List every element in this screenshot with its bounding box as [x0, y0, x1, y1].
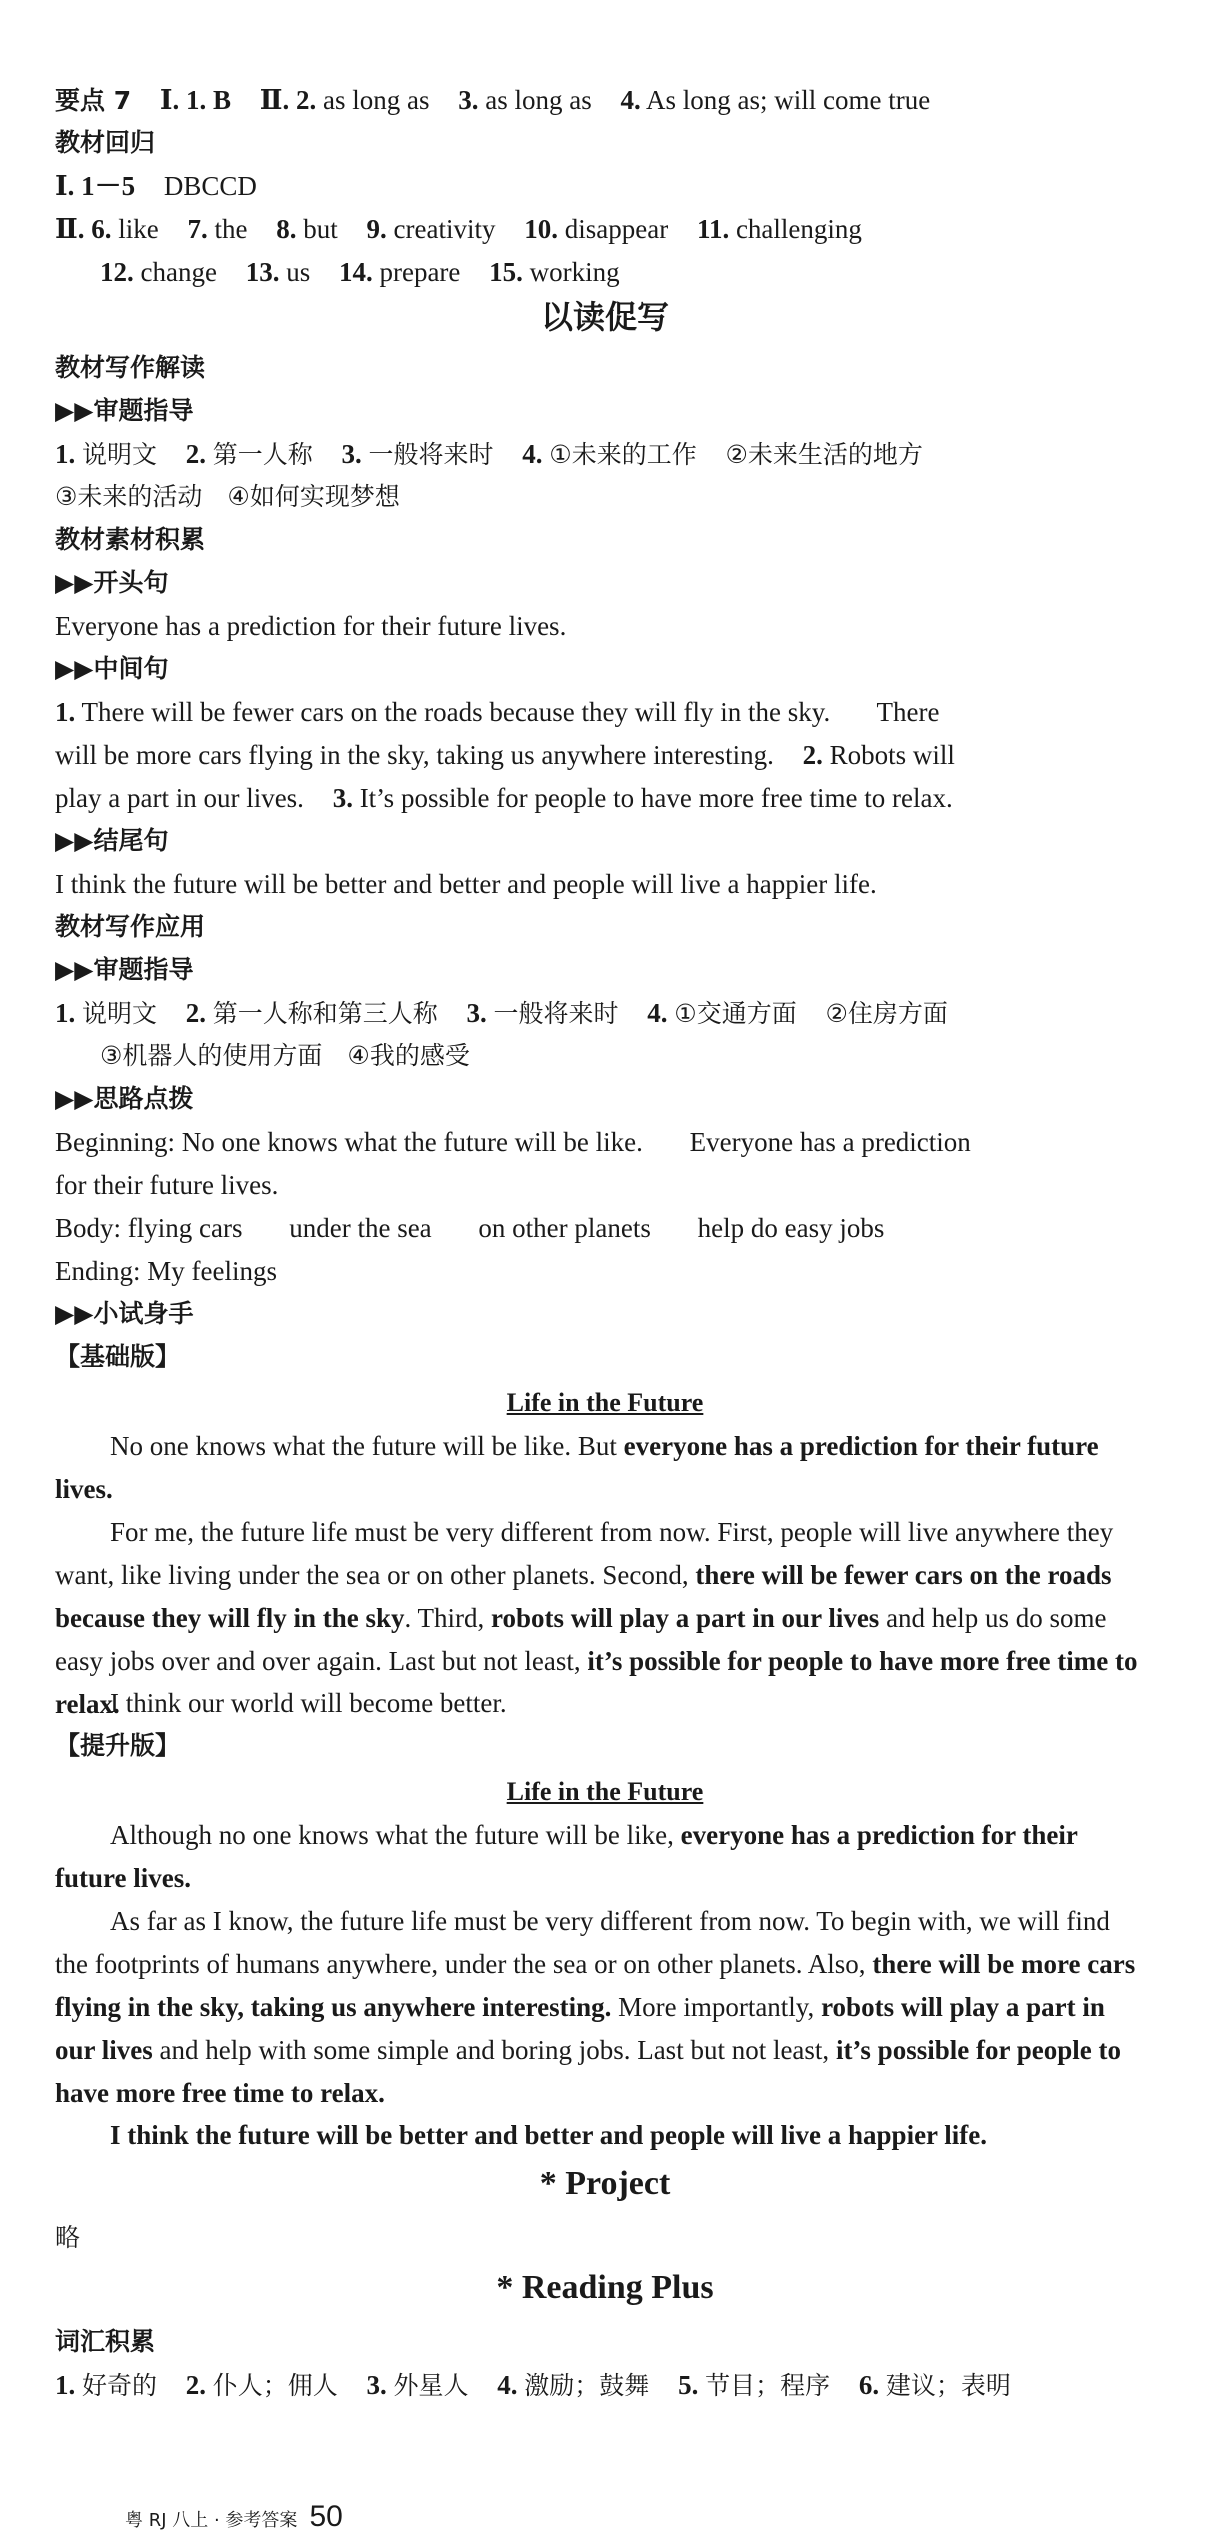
answer-num: 2. [185, 2370, 207, 2400]
guide-item: ②未来生活的地方 [725, 440, 923, 469]
essay-highlight: everyone has a prediction for their future lives. [55, 1431, 1099, 1504]
subheading: ▶▶中间句 [55, 654, 169, 683]
essay-highlight: robots will play a part in our lives [55, 1992, 1105, 2065]
answer-item: As long as; will come true [646, 85, 931, 115]
outline-line [55, 1122, 1145, 1162]
opening-sentence: Everyone has a prediction for their future lives. [55, 611, 567, 641]
answer-num: 12. [100, 257, 134, 287]
essay-highlight: it’s possible for people to have more free time to relax. [55, 2035, 1121, 2108]
guide-item: 一般将来时 [493, 999, 619, 1028]
answer-num: 2. [802, 740, 823, 770]
outline-text: on other planets [478, 1213, 651, 1243]
answer-num: 3. [341, 439, 362, 469]
answer-num: 1. [55, 439, 76, 469]
guide-item: 第一人称 [212, 440, 313, 469]
answer-num: Ⅱ. 2. [259, 85, 317, 115]
answer-line-1 [55, 80, 1145, 121]
guide-line: ③机器人的使用方面 ④我的感受 [100, 1041, 470, 1070]
vocab-item: 节目；程序 [705, 2371, 831, 2400]
outline-key: Ending: [55, 1256, 141, 1286]
answer-num: 10. [524, 214, 558, 244]
footer-label: 粤 RJ 八上 · 参考答案 [125, 2510, 298, 2531]
essay-title-text: Life in the Future [506, 1388, 704, 1417]
essay-paragraph: I think the future will be better and better and people will live a happier life. [110, 2120, 988, 2150]
outline-text: Everyone has a prediction [689, 1127, 971, 1157]
answer-line-5 [100, 252, 1190, 292]
middle-sentence-line [55, 692, 1145, 732]
answer-num: 1. [55, 697, 76, 727]
essay-highlight: everyone has a prediction for their future lives. [55, 1820, 1078, 1893]
answer-num: Ⅰ. 1－5 [55, 171, 136, 201]
outline-text: help do easy jobs [697, 1213, 885, 1243]
answer-item: as long as [485, 85, 592, 115]
sentence: play a part in our lives. [55, 783, 304, 813]
sentence: Robots will [829, 740, 955, 770]
answer-num: 8. [276, 214, 297, 244]
guide-item: 说明文 [82, 999, 158, 1028]
answer-item: creativity [393, 214, 496, 244]
essay-title [0, 1771, 1210, 1812]
answer-num: 4. [620, 85, 641, 115]
review-heading: 教材回归 [55, 128, 156, 157]
guide-item: 说明文 [82, 440, 158, 469]
answer-num: 1. [55, 2370, 76, 2400]
essay-title [0, 1382, 1210, 1423]
outline-line [55, 1251, 1145, 1291]
answer-num: 4. [647, 998, 668, 1028]
outline-text: under the sea [289, 1213, 432, 1243]
answer-num: 7. [187, 214, 208, 244]
answer-num: 3. [366, 2370, 387, 2400]
sentence: There will be fewer cars on the roads because they will fly in the sky. [81, 697, 831, 727]
answer-num: 1. [55, 998, 76, 1028]
guide-item: ②住房方面 [825, 999, 948, 1028]
answer-item: disappear [564, 214, 669, 244]
guide-item: 一般将来时 [368, 440, 494, 469]
outline-key: Beginning: [55, 1127, 175, 1157]
answer-item: but [303, 214, 338, 244]
answer-num: 5. [678, 2370, 699, 2400]
essay-paragraph [55, 1814, 1145, 1900]
answer-num: 14. [338, 257, 373, 287]
essay-paragraph [55, 1425, 1145, 1511]
outline-text: My feelings [147, 1256, 277, 1286]
essay-text: No one knows what the future will be like. But [110, 1431, 624, 1461]
page-footer [125, 2500, 343, 2534]
outline-key: Body: [55, 1213, 122, 1243]
middle-sentence-line [55, 778, 1145, 818]
answer-item: Ⅰ. 1. B [159, 85, 231, 115]
project-title: * Project [539, 2165, 671, 2202]
answer-num: 4. [497, 2370, 518, 2400]
subheading: ▶▶审题指导 [55, 396, 194, 425]
sentence: It’s possible for people to have more free time to relax. [359, 783, 953, 813]
vocab-heading: 词汇积累 [55, 2327, 156, 2356]
advanced-version-label: 【提升版】 [55, 1731, 181, 1760]
essay-title-text: Life in the Future [506, 1777, 704, 1806]
answer-num: 13. [245, 257, 280, 287]
outline-text: No one knows what the future will be like. [181, 1127, 643, 1157]
answer-num: 4. [522, 439, 543, 469]
page-number: 50 [309, 2500, 343, 2533]
vocab-line [55, 2365, 1145, 2406]
guide-line: ③未来的活动 ④如何实现梦想 [55, 482, 400, 511]
guide-item: ①交通方面 [674, 999, 797, 1028]
subheading: ▶▶结尾句 [55, 826, 169, 855]
outline-line: for their future lives. [55, 1170, 279, 1200]
application-heading: 教材写作应用 [55, 912, 206, 941]
essay-paragraph: I think our world will become better. [110, 1688, 507, 1718]
answer-line-3 [55, 166, 1145, 206]
subheading: ▶▶开头句 [55, 568, 169, 597]
essay-text: . Third, [404, 1603, 492, 1633]
essay-highlight: robots will play a part in our lives [491, 1603, 880, 1633]
guide-line [55, 434, 1145, 475]
answer-num: Ⅱ. 6. [55, 214, 112, 244]
material-heading: 教材素材积累 [55, 525, 206, 554]
answer-item: challenging [735, 214, 862, 244]
essay-paragraph [55, 1900, 1145, 2115]
subheading: ▶▶思路点拨 [55, 1084, 194, 1113]
vocab-item: 仆人；佣人 [212, 2371, 338, 2400]
point-label: 要点 7 [55, 86, 132, 115]
guide-item: 第一人称和第三人称 [212, 999, 438, 1028]
answer-item: like [118, 214, 159, 244]
essay-text: More importantly, [611, 1992, 822, 2022]
middle-sentence-line [55, 735, 1145, 775]
answer-line-4 [55, 209, 1145, 249]
answer-num: 2. [185, 998, 207, 1028]
subheading: ▶▶小试身手 [55, 1299, 194, 1328]
vocab-item: 好奇的 [82, 2371, 158, 2400]
answer-item: the [214, 214, 248, 244]
vocab-item: 建议；表明 [885, 2371, 1011, 2400]
closing-sentence: I think the future will be better and better and people will live a happier life. [55, 869, 877, 899]
essay-text: As far as I know, the future life must be very different from now. To begin with, we will find the footprints of humans anywhere, under the sea or on other planets. Also, [55, 1906, 1110, 1979]
answer-num: 3. [458, 85, 479, 115]
answer-item: DBCCD [163, 171, 257, 201]
basic-version-label: 【基础版】 [55, 1342, 181, 1371]
answer-num: 9. [366, 214, 387, 244]
answer-num: 15. [489, 257, 523, 287]
vocab-item: 激励；鼓舞 [524, 2371, 650, 2400]
essay-text: For me, the future life must be very different from now. First, people will live anywhere they want, like living under the sea or on other planets. Second, [55, 1517, 1114, 1590]
subheading: ▶▶审题指导 [55, 955, 194, 984]
answer-item: us [286, 257, 311, 287]
essay-text: and help with some simple and boring jobs. Last but not least, [152, 2035, 836, 2065]
essay-highlight: it’s possible for people to have more free time to relax. [55, 1646, 1138, 1719]
answer-item: change [140, 257, 217, 287]
project-body: 略 [55, 2223, 81, 2252]
reading-plus-title: * Reading Plus [496, 2269, 714, 2306]
essay-text: Although no one knows what the future will be like, [110, 1820, 681, 1850]
essay-highlight: there will be more cars flying in the sky, taking us anywhere interesting. [55, 1949, 1136, 2022]
answer-num: 11. [696, 214, 730, 244]
answer-num: 6. [858, 2370, 880, 2400]
answer-item: as long as [323, 85, 430, 115]
outline-text: flying cars [127, 1213, 243, 1243]
essay-highlight: there will be fewer cars on the roads because they will fly in the sky [55, 1560, 1112, 1633]
guide-item: ①未来的工作 [549, 440, 697, 469]
answer-item: working [529, 257, 620, 287]
section-title: 以读促写 [540, 298, 669, 336]
sentence: will be more cars flying in the sky, taking us anywhere interesting. [55, 740, 774, 770]
answer-num: 3. [466, 998, 487, 1028]
answer-num: 3. [332, 783, 353, 813]
vocab-item: 外星人 [393, 2371, 469, 2400]
answer-num: 2. [185, 439, 207, 469]
guide-line [55, 993, 1145, 1034]
sentence: There [876, 697, 940, 727]
reading-heading: 教材写作解读 [55, 353, 206, 382]
answer-item: prepare [379, 257, 461, 287]
outline-line [55, 1208, 1145, 1248]
essay-text: and help us do some easy jobs over and over again. Last but not least, [55, 1603, 1107, 1676]
